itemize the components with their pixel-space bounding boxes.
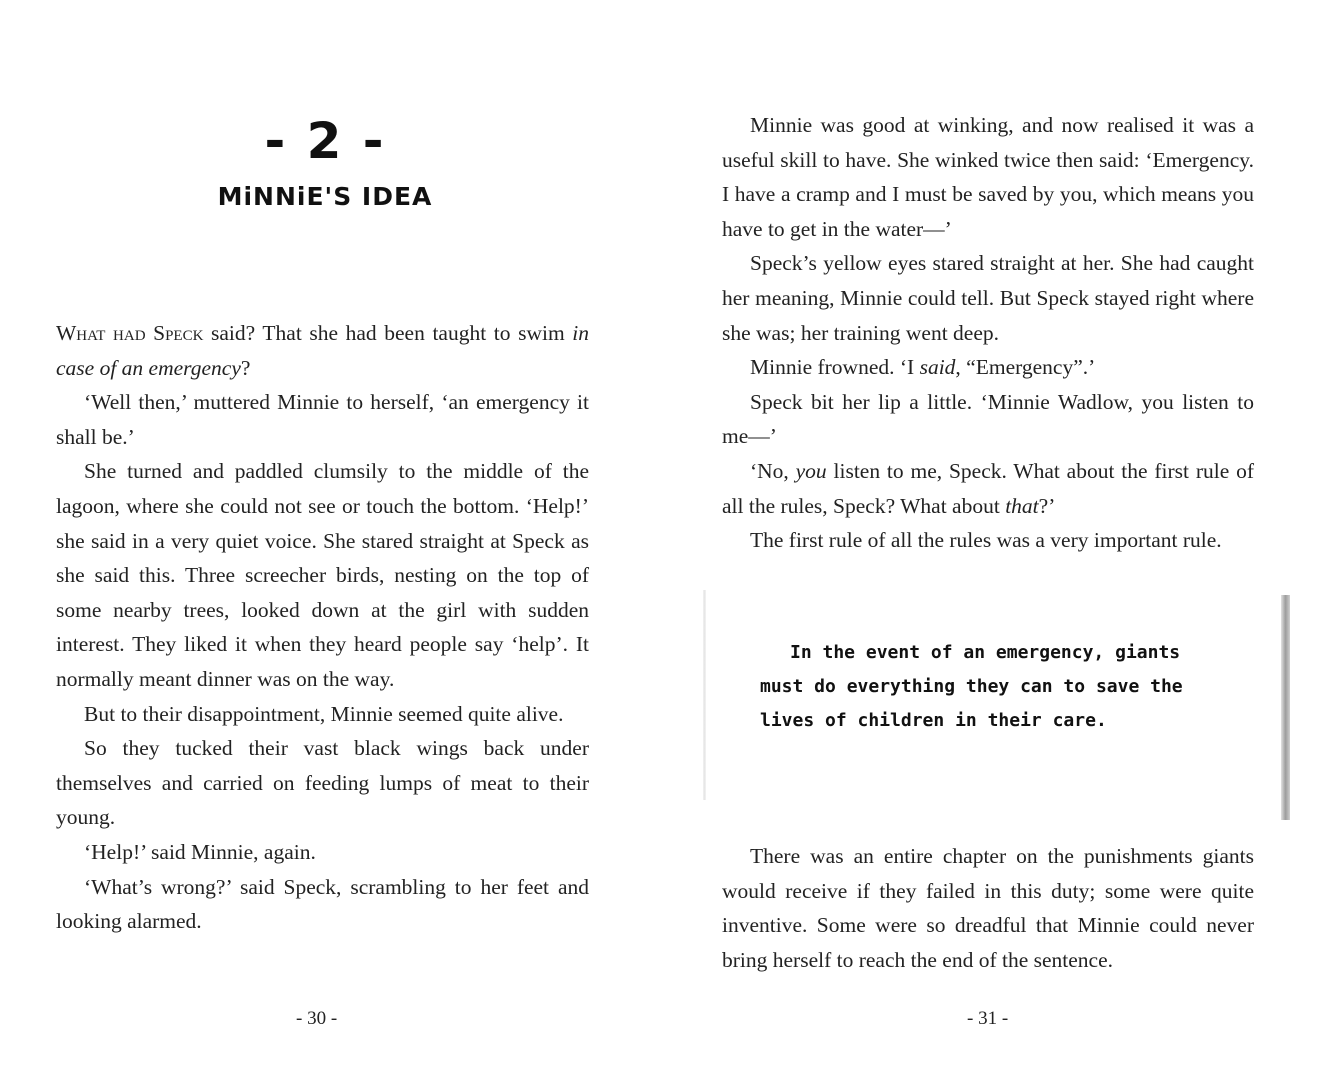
right-body-text-continued: [722, 839, 1254, 977]
text-run: Minnie frowned. ‘I: [750, 355, 920, 380]
left-body-text: [56, 316, 589, 939]
paragraph: ‘Help!’ said Minnie, again.: [84, 839, 316, 864]
opening-paragraph: [56, 316, 589, 385]
paragraph: [722, 350, 1254, 385]
paragraph: ‘What’s wrong?’ said Speck, scrambling to her feet and looking alarmed.: [56, 874, 589, 934]
paragraph: Speck bit her lip a little. ‘Minnie Wadlow, you listen to me—’: [722, 389, 1254, 449]
text-run: , “Emergency”.’: [955, 355, 1096, 380]
opening-text: said? That she had been taught to swim: [203, 321, 573, 345]
italic-run: that: [1005, 493, 1039, 518]
paragraph: [722, 454, 1254, 523]
rule-callout: [760, 636, 1230, 738]
paragraph: ‘Well then,’ muttered Minnie to herself, ‘an emergency it shall be.’: [56, 390, 589, 449]
left-page: [0, 0, 660, 1080]
paragraph: She turned and paddled clumsily to the middle of the lagoon, where she could not see or touch the bottom. ‘Help!’ she said in a very quiet voice. She stared straight at Speck as she said this. Three screecher birds, nesting on the top of some nearby trees, looked down at the girl with sudden interest. They liked it when they heard people say ‘help’. It normally meant dinner was on the way.: [56, 459, 589, 691]
paragraph: The first rule of all the rules was a very important rule.: [750, 528, 1222, 553]
text-run: ?’: [1038, 493, 1056, 518]
opening-end: ?: [240, 355, 251, 380]
italic-run: said: [919, 355, 956, 380]
chapter-title: MiNNiE'S IDEA: [217, 182, 433, 211]
page-number-right: - 31 -: [967, 1008, 1009, 1029]
paragraph: Minnie was good at winking, and now realised it was a useful skill to have. She winked twice then said: ‘Emergency. I have a cramp and I must be saved by you, which means you have to get in the water—’: [722, 113, 1254, 241]
right-body-text: [722, 108, 1254, 558]
paragraph: Speck’s yellow eyes stared straight at her. She had caught her meaning, Minnie could tell. But Speck stayed right where she was; her training went deep.: [722, 251, 1254, 345]
paragraph: So they tucked their vast black wings back under themselves and carried on feeding lumps of meat to their young.: [56, 736, 589, 830]
opening-italic: in case of an emergency: [56, 321, 589, 380]
text-run: ‘No,: [750, 458, 796, 483]
page-number-left: - 30 -: [296, 1008, 338, 1029]
paragraph: But to their disappointment, Minnie seemed quite alive.: [84, 701, 564, 726]
rule-text: In the event of an emergency, giants must do everything they can to save the lives of children in their care.: [760, 642, 1183, 731]
italic-run: you: [795, 458, 827, 483]
text-run: listen to me, Speck. What about the first rule of all the rules, Speck? What about: [722, 458, 1254, 518]
opening-small-caps: What had Speck: [56, 321, 204, 345]
paragraph: There was an entire chapter on the punishments giants would receive if they failed in this duty; some were quite inventive. Some were so dreadful that Minnie could never bring herself to reach the end of the sentence.: [722, 844, 1254, 972]
chapter-number: - 2 -: [264, 112, 386, 170]
page-edge-shadow: [1281, 595, 1290, 820]
